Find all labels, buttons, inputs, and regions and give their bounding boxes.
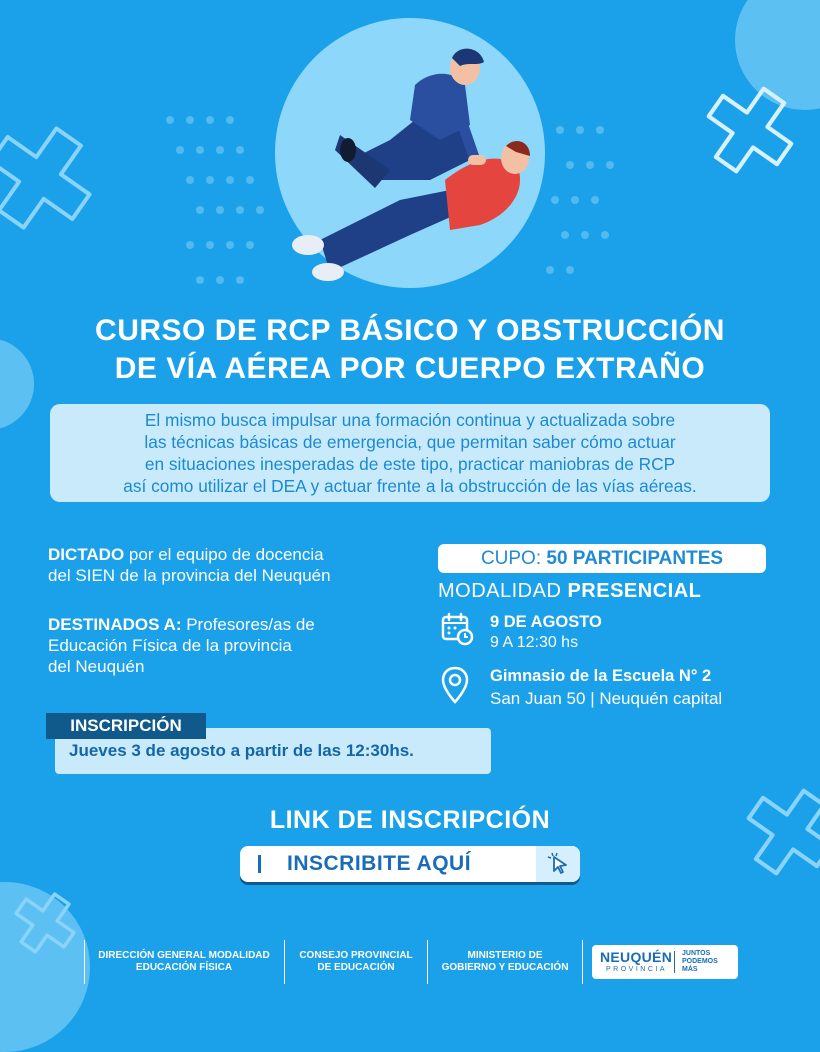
dictado-label: DICTADO [48, 545, 125, 564]
logo-slogan-2: PODEMOS [682, 958, 718, 965]
cupo-value: 50 PARTICIPANTES [546, 548, 724, 569]
inscripcion-tag: INSCRIPCIÓN [46, 713, 206, 739]
inscribite-button[interactable] [240, 846, 580, 882]
dictado-block [48, 544, 331, 586]
title-line-2: DE VÍA AÉREA POR CUERPO EXTRAÑO [114, 352, 706, 385]
cupo-badge [438, 544, 766, 573]
title-line-1: CURSO DE RCP BÁSICO Y OBSTRUCCIÓN [95, 314, 725, 347]
link-title: LINK DE INSCRIPCIÓN [269, 806, 551, 834]
destinados-block [48, 614, 315, 677]
footer-item-1-line-1: DIRECCIÓN GENERAL MODALIDAD [98, 950, 270, 961]
modalidad-value: PRESENCIAL [567, 580, 702, 602]
fecha-hours: 9 A 12:30 hs [490, 634, 579, 651]
lugar-title: Gimnasio de la Escuela N° 2 [490, 667, 712, 685]
page-title [0, 312, 820, 388]
lugar-address: San Juan 50 | Neuquén capital [490, 689, 723, 708]
footer-item-2-line-2: DE EDUCACIÓN [317, 962, 395, 973]
footer-divider [582, 940, 583, 984]
footer-item-3-line-1: MINISTERIO DE [467, 950, 543, 961]
footer-item-2-line-1: CONSEJO PROVINCIAL [299, 950, 413, 961]
destinados-text-3: del Neuquén [48, 657, 145, 676]
description-box [50, 404, 770, 502]
destinados-text-1: Profesores/as de [181, 615, 315, 634]
footer-item-consejo [286, 942, 426, 982]
modalidad-label: MODALIDAD [438, 580, 568, 602]
fecha-title: 9 DE AGOSTO [490, 613, 602, 631]
modalidad [438, 580, 701, 603]
inscripcion-text: Jueves 3 de agosto a partir de las 12:30hs. [69, 741, 414, 760]
logo-name: NEUQUÉN [600, 949, 673, 965]
footer-divider [84, 940, 85, 984]
dictado-text-2: del SIEN de la provincia del Neuquén [48, 566, 331, 585]
logo-slogan [682, 950, 718, 974]
button-bar [258, 855, 261, 873]
cursor-box [536, 846, 580, 882]
location-pin-icon [440, 665, 470, 705]
neuquen-logo [592, 945, 738, 979]
destinados-text-2: Educación Física de la provincia [48, 636, 292, 655]
logo-slogan-1: JUNTOS [682, 950, 711, 957]
footer-item-direccion [86, 942, 282, 982]
cross-decoration-icon [10, 888, 80, 958]
inscribite-label: INSCRIBITE AQUÍ [287, 852, 472, 875]
logo-slogan-3: MÁS [682, 966, 698, 973]
description-line-3: en situaciones inesperadas de este tipo, practicar maniobras de RCP [144, 454, 676, 474]
cursor-click-icon [546, 851, 572, 877]
footer-divider [427, 940, 428, 984]
footer-divider [284, 940, 285, 984]
calendar-clock-icon [440, 612, 474, 646]
dictado-text-1: por el equipo de docencia [124, 545, 324, 564]
cpr-illustration [280, 40, 540, 290]
description-line-4: así como utilizar el DEA y actuar frente a la obstrucción de las vías aéreas. [123, 476, 697, 496]
destinados-label: DESTINADOS A: [48, 615, 182, 634]
cross-decoration-icon [700, 80, 800, 180]
footer-item-3-line-2: GOBIERNO Y EDUCACIÓN [441, 962, 569, 973]
footer-item-1-line-2: EDUCACIÓN FÍSICA [135, 962, 233, 973]
description-line-1: El mismo busca impulsar una formación continua y actualizada sobre [144, 410, 676, 430]
logo-sub: PROVINCIA [606, 966, 668, 973]
description-line-2: las técnicas básicas de emergencia, que permitan saber cómo actuar [144, 432, 676, 452]
logo-divider [674, 951, 675, 973]
footer-item-ministerio [429, 942, 581, 982]
cupo-label: CUPO: [480, 548, 547, 569]
cross-decoration-icon [0, 118, 100, 238]
